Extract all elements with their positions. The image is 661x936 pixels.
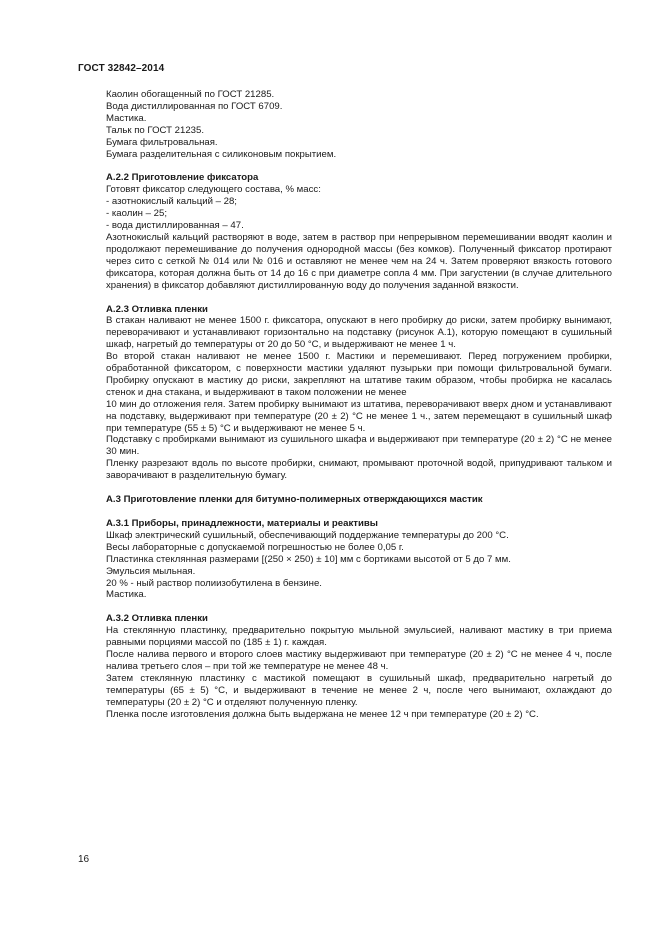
material-item: Мастика.	[106, 112, 147, 124]
material-item: Каолин обогащенный по ГОСТ 21285.	[106, 89, 275, 100]
composition-item: - вода дистиллированная – 47.	[106, 220, 244, 232]
materials-list	[106, 89, 612, 160]
page-number: 16	[78, 854, 90, 865]
section-heading: А.2.3 Отливка пленки	[106, 303, 208, 315]
paragraph: Во второй стакан наливают не менее 1500 г. Мастики и перемешивают. Перед погружением пробирки, обработанной фиксатором, с поверхности мастики удаляют пузырьки при помощи фильтровальной бумаги. Пробирку опускают в мастику до риски, закрепляют на штативе таким образом, чтобы пробирка не касалась стенок и дна стакана, и выдерживают в таком положении не менее	[106, 351, 612, 398]
paragraph: В стакан наливают не менее 1500 г. фиксатора, опускают в него пробирку до риски, затем пробирку вынимают, переворачивают и устанавливают горизонтально на подставку (рисунок А.1), которую помещают в сушильный шкаф, нагретый до температуры от 20 до 50 °С, и выдерживают не менее 1 ч.	[106, 315, 612, 351]
section-a22	[106, 172, 612, 291]
paragraph: На стеклянную пластинку, предварительно покрытую мыльной эмульсией, наливают мастику в три приема равными порциями массой по (185 ± 1) г. каждая.	[106, 625, 612, 649]
paragraph: Азотнокислый кальций растворяют в воде, затем в раствор при непрерывном перемешивании вводят каолин и продолжают перемешивание до получения однородной массы (без комков). Полученный фиксатор протирают через сито с сеткой № 014 или № 016 и оставляют не менее чем на 24 ч. Затем проверяют вязкость готового фиксатора, которая должна быть от 14 до 16 с при диаметре сопла 4 мм. При загустении (в случае длительного хранения) в фиксатор добавляют дистиллированную воду до получения заданной вязкости.	[106, 231, 612, 291]
paragraph: Затем стеклянную пластинку с мастикой помещают в сушильный шкаф, предварительно нагретый до температуры (65 ± 5) °С, и выдерживают в течение не менее 2 ч, после чего вынимают, охлаждают до температуры (20 ± 2) °С и отделяют полученную пленку.	[106, 672, 612, 708]
section-heading: А.3.1 Приборы, принадлежности, материалы и реактивы	[106, 518, 378, 529]
composition-intro: Готовят фиксатор следующего состава, % масс:	[106, 184, 321, 196]
equipment-item: Шкаф электрический сушильный, обеспечивающий поддержание температуры до 200 °С.	[106, 529, 509, 541]
composition-item: - азотнокислый кальций – 28;	[106, 196, 237, 208]
section-a31	[106, 518, 612, 601]
section-heading: А.2.2 Приготовление фиксатора	[106, 172, 259, 184]
equipment-item: 20 % - ный раствор полиизобутилена в бензине.	[106, 577, 322, 589]
paragraph: Пленка после изготовления должна быть выдержана не менее 12 ч при температуре (20 ± 2) °С.	[106, 708, 539, 720]
material-item: Бумага фильтровальная.	[106, 136, 218, 148]
paragraph: 10 мин до отложения геля. Затем пробирку вынимают из штатива, переворачивают вверх дном и устанавливают на подставку, выдерживают при температуре (20 ± 2) °С не менее 1 ч., затем перемещают в сушильный шкаф при температуре (55 ± 5) °С и выдерживают не менее 5 ч.	[106, 398, 612, 434]
section-a23	[106, 304, 612, 483]
equipment-item: Пластинка стеклянная размерами [(250 × 250) ± 10] мм с бортиками высотой от 5 до 7 мм.	[106, 553, 511, 565]
composition-item: - каолин – 25;	[106, 208, 167, 220]
page-body	[106, 89, 612, 721]
material-item: Вода дистиллированная по ГОСТ 6709.	[106, 100, 283, 112]
equipment-item: Весы лабораторные с допускаемой погрешностью не более 0,05 г.	[106, 541, 404, 553]
paragraph: Пленку разрезают вдоль по высоте пробирки, снимают, промывают проточной водой, припудривают тальком и заворачивают в разделительную бумагу.	[106, 458, 612, 482]
document-code-header: ГОСТ 32842–2014	[78, 63, 165, 74]
paragraph: После налива первого и второго слоев мастику выдерживают при температуре (20 ± 2) °С не менее 4 ч, после налива третьего слоя – при той же температуре не менее 48 ч.	[106, 649, 612, 672]
paragraph: Подставку с пробирками вынимают из сушильного шкафа и выдерживают при температуре (20 ± 2) °С не менее 30 мин.	[106, 434, 612, 458]
equipment-item: Эмульсия мыльная.	[106, 565, 196, 577]
equipment-item: Мастика.	[106, 589, 147, 601]
material-item: Бумага разделительная с силиконовым покрытием.	[106, 148, 337, 160]
material-item: Тальк по ГОСТ 21235.	[106, 124, 205, 136]
section-heading-a3: А.3 Приготовление пленки для битумно-полимерных отверждающихся мастик	[106, 494, 483, 506]
section-heading: А.3.2 Отливка пленки	[106, 613, 208, 625]
section-a32	[106, 613, 612, 720]
